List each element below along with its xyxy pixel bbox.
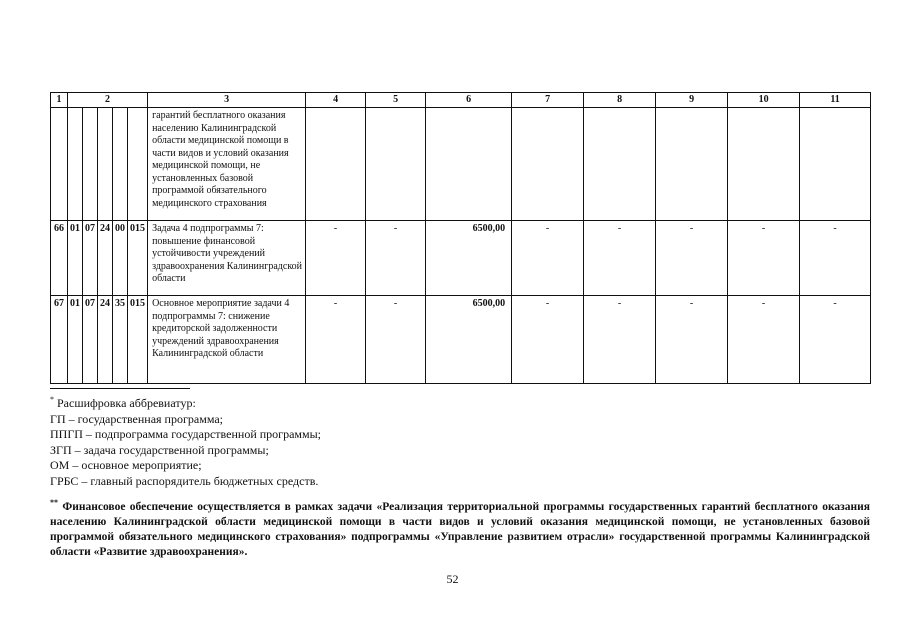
value-cell: - — [800, 221, 871, 296]
footnote-divider — [50, 388, 190, 389]
code-cell: 01 — [68, 296, 83, 384]
value-cell: - — [512, 296, 584, 384]
amount-cell: 6500,00 — [426, 221, 512, 296]
code-cell: 00 — [113, 221, 128, 296]
program-table — [50, 92, 871, 384]
financing-footnote — [50, 495, 870, 560]
value-cell — [800, 108, 871, 221]
header-cell: 11 — [800, 93, 871, 108]
code-cell: 07 — [83, 296, 98, 384]
code-cell — [83, 108, 98, 221]
value-cell: - — [584, 296, 656, 384]
description-cell: Основное мероприятие задачи 4 подпрограммы 7: снижение кредиторской задолженности учреждений здравоохранения Калининградской области — [148, 296, 306, 384]
value-cell — [366, 108, 426, 221]
value-cell — [512, 108, 584, 221]
footnotes — [50, 388, 870, 560]
value-cell: - — [656, 296, 728, 384]
abbreviation-item: ГРБС – главный распорядитель бюджетных средств. — [50, 473, 319, 488]
abbreviation-item: ППГП – подпрограмма государственной программы; — [50, 427, 321, 441]
code-cell — [51, 108, 68, 221]
abbreviation-item: ГП – государственная программа; — [50, 411, 223, 426]
abbreviations-heading-text: Расшифровка аббревиатур: — [57, 396, 196, 410]
code-cell: 24 — [98, 296, 113, 384]
amount-cell: 6500,00 — [426, 296, 512, 384]
footnote-marker: ** — [50, 498, 58, 507]
header-row — [51, 93, 871, 108]
description-cell: Задача 4 подпрограммы 7: повышение финансовой устойчивости учреждений здравоохранения Калининградской области — [148, 221, 306, 296]
table-row — [51, 221, 871, 296]
code-cell: 07 — [83, 221, 98, 296]
value-cell — [728, 108, 800, 221]
footnote-marker: * — [50, 395, 54, 404]
value-cell: - — [728, 296, 800, 384]
value-cell — [656, 108, 728, 221]
header-cell: 6 — [426, 93, 512, 108]
header-cell: 9 — [656, 93, 728, 108]
header-cell: 7 — [512, 93, 584, 108]
header-cell: 4 — [306, 93, 366, 108]
value-cell: - — [728, 221, 800, 296]
header-cell: 3 — [148, 93, 306, 108]
header-cell: 8 — [584, 93, 656, 108]
value-cell: - — [800, 296, 871, 384]
value-cell — [306, 108, 366, 221]
header-cell: 1 — [51, 93, 68, 108]
value-cell — [584, 108, 656, 221]
abbreviations-heading — [50, 392, 870, 412]
code-cell — [113, 108, 128, 221]
abbreviation-item: ОМ – основное мероприятие; — [50, 458, 202, 472]
code-cell: 67 — [51, 296, 68, 384]
code-cell — [98, 108, 113, 221]
value-cell: - — [512, 221, 584, 296]
description-cell: гарантий бесплатного оказания населению Калининградской области медицинской помощи в части видов и условий оказания медицинской помощи, не установленных базовой программой обязательного медицинского страхования — [148, 108, 306, 221]
value-cell: - — [584, 221, 656, 296]
value-cell: - — [366, 296, 426, 384]
code-cell: 015 — [128, 296, 148, 384]
code-cell: 01 — [68, 221, 83, 296]
code-cell: 015 — [128, 221, 148, 296]
value-cell: - — [306, 221, 366, 296]
amount-cell — [426, 108, 512, 221]
header-cell: 2 — [68, 93, 148, 108]
code-cell: 24 — [98, 221, 113, 296]
value-cell: - — [306, 296, 366, 384]
value-cell: - — [366, 221, 426, 296]
abbreviation-item: ЗГП – задача государственной программы; — [50, 442, 269, 457]
table-row — [51, 108, 871, 221]
page-number: 52 — [446, 572, 459, 586]
code-cell: 35 — [113, 296, 128, 384]
code-cell: 66 — [51, 221, 68, 296]
table-row — [51, 296, 871, 384]
header-cell: 10 — [728, 93, 800, 108]
code-cell — [68, 108, 83, 221]
value-cell: - — [656, 221, 728, 296]
financing-footnote-text: Финансовое обеспечение осуществляется в рамках задачи «Реализация территориальной программы государственных гарантий бесплатного оказания населению Калининградской области медицинской помощи в части видов и условий оказания медицинской помощи, не установленных базовой программой обязательного медицинского страхования» подпрограммы «Управление развитием отрасли» государственной программы Калининградской области «Развитие здравоохранения». — [50, 500, 871, 558]
code-cell — [128, 108, 148, 221]
header-cell: 5 — [366, 93, 426, 108]
